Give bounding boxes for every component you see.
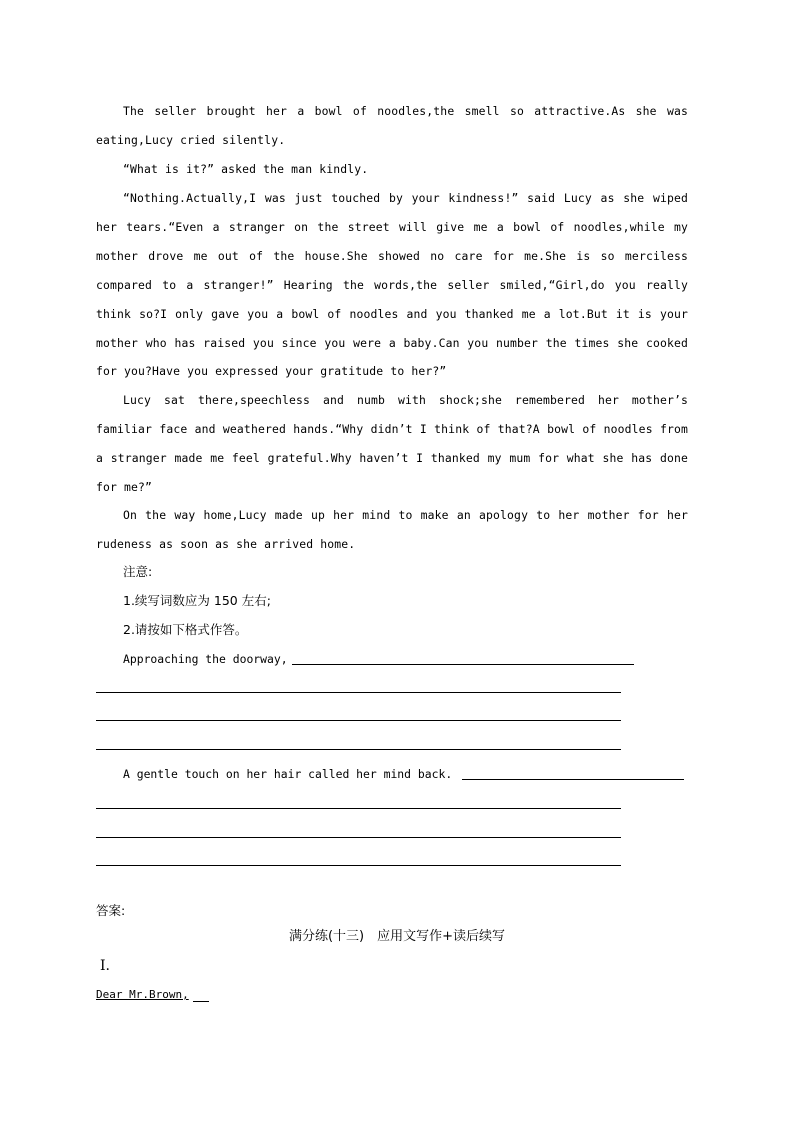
letter-salutation: Dear Mr.Brown, [96, 988, 189, 1001]
answer-line[interactable] [96, 692, 621, 693]
story-paragraph: “What is it?” asked the man kindly. [123, 162, 369, 176]
answer-line[interactable] [292, 664, 634, 665]
notes-item: 2.请按如下格式作答。 [123, 622, 248, 637]
part-numeral: Ⅰ. [100, 958, 110, 974]
answer-line[interactable] [96, 720, 621, 721]
answer-label: 答案: [96, 903, 126, 918]
notes-item: 1.续写词数应为 150 左右; [123, 593, 271, 608]
section-title: 满分练(十三) 应用文写作+读后续写 [288, 929, 506, 944]
notes-heading: 注意: [123, 564, 153, 579]
story-paragraph: The seller brought her a bowl of noodles,the smell so attractive.As she was eating,Lucy cried silently. [96, 104, 696, 147]
answer-line[interactable] [462, 779, 684, 780]
answer-line[interactable] [96, 837, 621, 838]
story-paragraph: Lucy sat there,speechless and numb with shock;she remembered her mother’s familiar face and weathered hands.“Why didn’t I think of that?A bowl of noodles from a stranger made me feel grateful.Why haven’t I thanked my mum for what she has done for me?” [96, 393, 696, 494]
answer-line[interactable] [96, 865, 621, 866]
answer-line[interactable] [96, 749, 621, 750]
writing-prompt-1: Approaching the doorway, [123, 652, 288, 666]
answer-line[interactable] [96, 808, 621, 809]
salutation-underline [193, 1001, 209, 1002]
story-paragraph: On the way home,Lucy made up her mind to make an apology to her mother for her rudeness as soon as she arrived home. [96, 508, 696, 551]
story-paragraph: “Nothing.Actually,I was just touched by your kindness!” said Lucy as she wiped her tears.“Even a stranger on the street will give me a bowl of noodles,while my mother drove me out of the house.She showed no care for me.She is so merciless compared to a stranger!” Hearing the words,the seller smiled,“Girl,do you really think so?I only gave you a bowl of noodles and you thanked me a lot.But it is your mother who has raised you since you were a baby.Can you number the times she cooked for you?Have you expressed your gratitude to her?” [96, 191, 696, 379]
writing-prompt-2: A gentle touch on her hair called her mind back. [123, 767, 453, 781]
